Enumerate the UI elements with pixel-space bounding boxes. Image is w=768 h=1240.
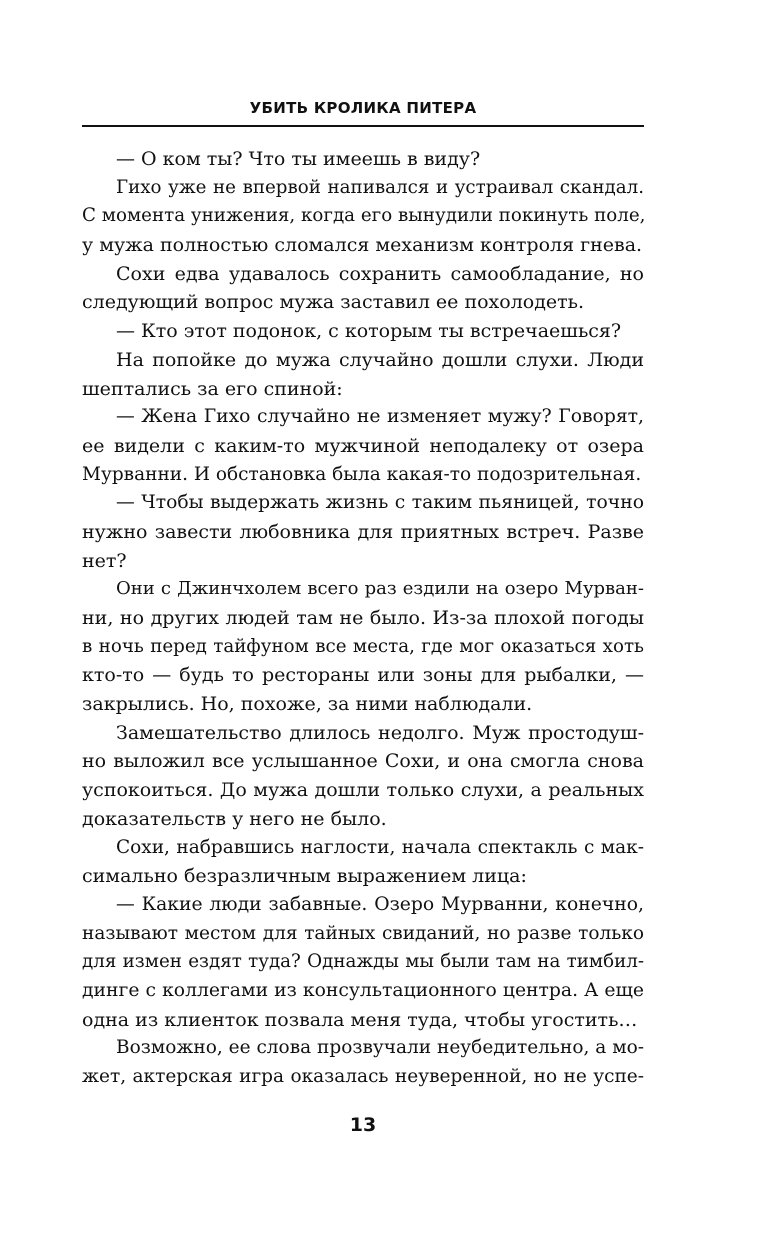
text-line: для измен ездят туда? Однажды мы были там на тимбил- — [82, 951, 644, 973]
text-line: — О ком ты? Что ты имеешь в виду? — [116, 148, 481, 170]
text-line: — Кто этот подонок, с которым ты встречаешься? — [116, 320, 622, 343]
text-line: Гихо уже не впервой напивался и устраивал скандал. — [116, 176, 644, 198]
text-line: закрылись. Но, похоже, за ними наблюдали. — [82, 693, 533, 716]
text-line: — Чтобы выдержать жизнь с таким пьяницей, точно — [116, 492, 644, 514]
text-line: На попойке до мужа случайно дошли слухи. Люди — [116, 348, 644, 371]
text-line: динге с коллегами из консультационного центра. А еще — [82, 979, 644, 1001]
text-line: доказательств у него не было. — [82, 807, 387, 830]
running-title: УБИТЬ КРОЛИКА ПИТЕРА — [249, 99, 477, 117]
text-line: следующий вопрос мужа заставил ее похолодеть. — [82, 291, 585, 314]
text-line: шептались за его спиной: — [82, 377, 343, 400]
text-line: Они с Джинчхолем всего раз ездили на озеро Мурван- — [116, 578, 644, 600]
text-line: — Какие люди забавные. Озеро Мурванни, конечно, — [116, 893, 644, 915]
text-line: но выложил все услышанное Сохи, и она смогла снова — [82, 750, 644, 773]
text-line: Возможно, ее слова прозвучали неубедительно, а мо- — [116, 1037, 644, 1059]
text-line: кто-то — будь то рестораны или зоны для рыбалки, — — [82, 664, 644, 687]
text-line: — Жена Гихо случайно не изменяет мужу? Говорят, — [116, 406, 644, 428]
text-line: ни, но других людей там не было. Из-за плохой погоды — [82, 607, 644, 629]
text-line: нужно завести любовника для приятных встреч. Разве — [82, 520, 644, 543]
text-line: в ночь перед тайфуном все места, где мог оказаться хоть — [82, 635, 644, 657]
text-line: успокоиться. До мужа дошли только слухи, а реальных — [82, 779, 644, 802]
text-line: Сохи едва удавалось сохранить самообладание, но — [116, 262, 644, 285]
text-line: жет, актерская игра оказалась неуверенной, но не успе- — [82, 1066, 644, 1087]
text-line: Замешательство длилось недолго. Муж простодуш- — [116, 721, 644, 744]
text-line: ее видели с каким-то мужчиной неподалеку от озера — [82, 434, 644, 457]
text-line: одна из клиенток позвала меня туда, чтобы угостить… — [82, 1008, 638, 1031]
text-line: у мужа полностью сломался механизм контроля гнева. — [82, 234, 643, 257]
text-line: Сохи, набравшись наглости, начала спектакль с мак- — [116, 836, 644, 858]
text-line: нет? — [82, 549, 127, 572]
text-line: Мурванни. И обстановка была какая-то подозрительная. — [82, 463, 642, 485]
text-line: симально безразличным выражением лица: — [82, 865, 527, 888]
text-line: С момента унижения, когда его вынудили покинуть поле, — [82, 205, 646, 227]
body-text — [82, 145, 644, 1092]
page-number: 13 — [349, 1114, 377, 1136]
text-line: называют местом для тайных свиданий, но разве только — [82, 922, 644, 944]
header-rule — [82, 125, 644, 127]
